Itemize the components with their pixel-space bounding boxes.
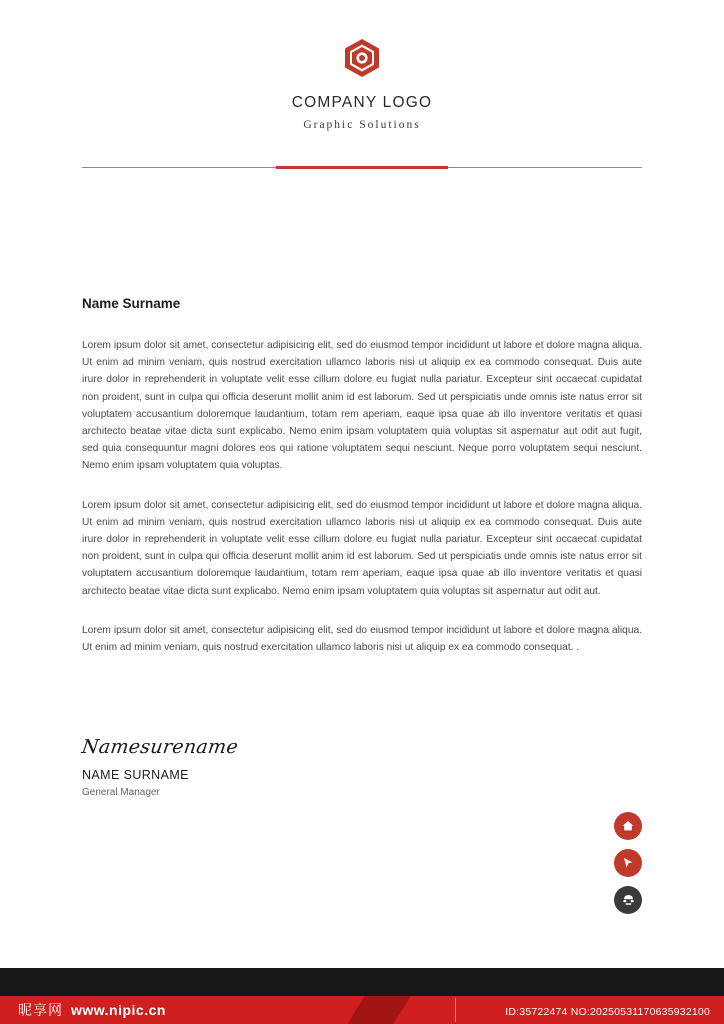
letterhead-header (0, 36, 724, 131)
home-icon[interactable] (614, 812, 642, 840)
letter-paragraph: Lorem ipsum dolor sit amet, consectetur adipisicing elit, sed do eiusmod tempor incididunt ut labore et dolore magna aliqua. Ut enim ad minim veniam, quis nostrud exercitation ullamco laboris nisi ut aliquip ex ea commodo consequat. . (82, 624, 642, 654)
watermark-brand (18, 1000, 166, 1020)
watermark-footer (0, 968, 724, 1024)
letter-paragraph: Lorem ipsum dolor sit amet, consectetur adipisicing elit, sed do eiusmod tempor incididunt ut labore et dolore magna aliqua. Ut enim ad minim veniam, quis nostrud exercitation ullamco laboris nisi ut aliquip ex ea commodo consequat. Duis aute irure dolor in reprehenderit in voluptate velit esse cillum dolore eu fugiat nulla pariatur. Excepteur sint occaecat cupidatat non proident, sunt in culpa qui officia deserunt mollit anim id est laborum. Sed ut perspiciatis unde omnis iste natus error sit voluptatem accusantium doloremque laudantium, totam rem aperiam, eaque ipsa quae ab illo inventore veritatis et quasi architecto beatae vitae dicta sunt explicabo. Nemo enim ipsam voluptatem quia voluptas sit aspernatur aut odit aut. (82, 499, 642, 597)
company-name: COMPANY LOGO (291, 94, 433, 111)
watermark-id-text: ID:35722474 NO:20250531170635932100 (505, 1006, 710, 1018)
footer-separator (455, 998, 456, 1022)
watermark-cn-text: 昵享网 (18, 1003, 63, 1019)
handwritten-signature: Namesurename (80, 736, 240, 758)
telephone-icon[interactable] (614, 886, 642, 914)
divider-accent-bar (276, 166, 448, 169)
letter-paragraph: Lorem ipsum dolor sit amet, consectetur adipisicing elit, sed do eiusmod tempor incididunt ut labore et dolore magna aliqua. Ut enim ad minim veniam, quis nostrud exercitation ullamco laboris nisi ut aliquip ex ea commodo consequat. Duis aute irure dolor in reprehenderit in voluptate velit esse cillum dolore eu fugiat nulla pariatur. Excepteur sint occaecat cupidatat non proident, sunt in culpa qui officia deserunt mollit anim id est laborum. Sed ut perspiciatis unde omnis iste natus error sit voluptatem accusantium doloremque laudantium, totam rem aperiam, eaque ipsa quae ab illo inventore veritatis et quasi architecto beatae vitae dicta sunt explicabo. Nemo enim ipsam voluptatem quia voluptas sit aspernatur aut odit aut fugit, sed quia consequuntur magni dolores eos qui ratione voluptatem sequi nesciunt. Neque porro voluptatem sequi nesciunt. Nemo enim ipsam voluptatem quia voluptas. (82, 340, 642, 472)
signer-name: NAME SURNAME (82, 768, 189, 782)
contact-icon-column (614, 812, 642, 914)
signer-title: General Manager (82, 787, 160, 798)
watermark-url-text: www.nipic.cn (71, 1002, 166, 1018)
header-divider (82, 166, 642, 170)
company-tagline: Graphic Solutions (303, 119, 421, 131)
signature-block (82, 736, 238, 798)
footer-diagonal-dark (321, 968, 398, 996)
recipient-name: Name Surname (82, 296, 181, 311)
hexagon-gear-logo-icon (339, 36, 385, 82)
letter-body (82, 296, 642, 656)
location-pin-icon[interactable] (614, 849, 642, 877)
